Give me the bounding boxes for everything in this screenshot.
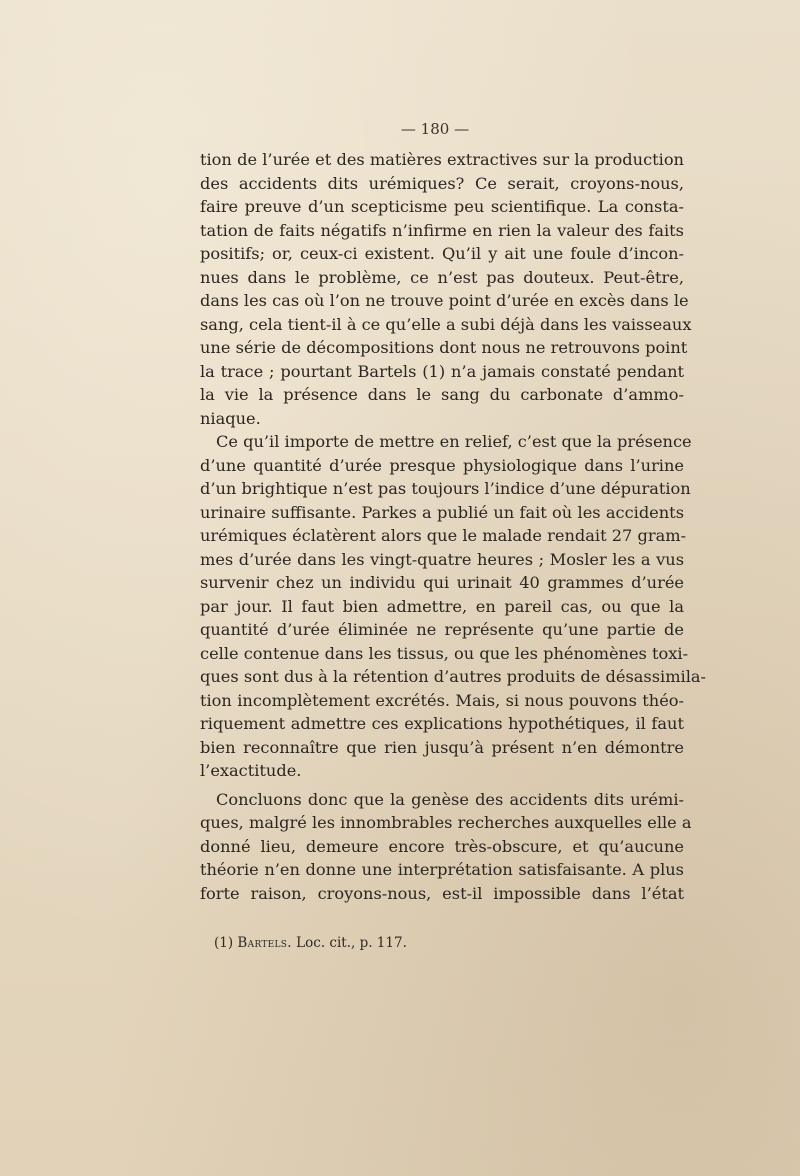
text-line: quantité d’urée éliminée ne représente qu’une partie de (200, 620, 684, 639)
text-line: urémiques éclatèrent alors que le malade rendait 27 gram- (200, 526, 687, 545)
paragraph (200, 788, 692, 906)
text-line: tation de faits négatifs n’infirme en rien la valeur des faits (200, 220, 684, 240)
text-line: la vie la présence dans le sang du carbonate d’ammo- (200, 385, 684, 404)
text-line: survenir chez un individu qui urinait 40 grammes d’urée (200, 573, 684, 592)
text-line: bien reconnaître que rien jusqu’à présent n’en démontre (200, 737, 684, 757)
text-line: donné lieu, demeure encore très-obscure, et qu’aucune (200, 836, 684, 856)
paragraph (200, 430, 707, 783)
text-line: faire preuve d’un scepticisme peu scientifique. La consta- (200, 197, 684, 216)
text-line: tion incomplètement excrétés. Mais, si nous pouvons théo- (200, 690, 684, 710)
text-line: d’un brightique n’est pas toujours l’indice d’une dépuration (200, 479, 691, 498)
text-line: ques sont dus à la rétention d’autres produits de désassimila- (200, 667, 707, 686)
footnote-marker: (1) (214, 935, 234, 951)
text-line: sang, cela tient-il à ce qu’elle a subi déjà dans les vaisseaux (200, 314, 692, 334)
text-line: tion de l’urée et des matières extractives sur la production (200, 150, 684, 169)
text-line: nues dans le problème, ce n’est pas douteux. Peut-être, (200, 267, 684, 287)
text-line: par jour. Il faut bien admettre, en pareil cas, ou que la (200, 596, 684, 616)
text-line: riquement admettre ces explications hypothétiques, il faut (200, 714, 684, 733)
text-line: la trace ; pourtant Bartels (1) n’a jamais constaté pendant (200, 361, 684, 381)
body-text (200, 148, 707, 905)
text-line: mes d’urée dans les vingt-quatre heures ; Mosler les a vus (200, 549, 684, 569)
paragraph (200, 148, 692, 430)
text-line: l’exactitude. (200, 761, 302, 780)
text-line: forte raison, croyons-nous, est-il impossible dans l’état (200, 883, 684, 903)
footnote-reference: Loc. cit., p. 117. (296, 935, 407, 951)
text-line: Concluons donc que la genèse des accidents dits urémi- (216, 789, 684, 809)
text-line: ques, malgré les innombrables recherches auxquelles elle a (200, 813, 692, 832)
footnote-author: Bartels. (237, 935, 292, 951)
text-line: niaque. (200, 408, 261, 428)
text-line: urinaire suffisante. Parkes a publié un fait où les accidents (200, 502, 684, 522)
text-line: d’une quantité d’urée presque physiologique dans l’urine (200, 455, 684, 475)
text-line: dans les cas où l’on ne trouve point d’urée en excès dans le (200, 291, 689, 310)
text-line: Ce qu’il importe de mettre en relief, c’est que la présence (216, 432, 692, 451)
footnote (214, 935, 407, 951)
text-line: une série de décompositions dont nous ne retrouvons point (200, 338, 688, 357)
page-number: — 180 — (400, 120, 470, 138)
text-line: celle contenue dans les tissus, ou que les phénomènes toxi- (200, 643, 689, 663)
text-line: théorie n’en donne une interprétation satisfaisante. A plus (200, 860, 684, 879)
text-line: des accidents dits urémiques? Ce serait, croyons-nous, (200, 173, 684, 193)
text-line: positifs; or, ceux-ci existent. Qu’il y ait une foule d’incon- (200, 244, 684, 263)
